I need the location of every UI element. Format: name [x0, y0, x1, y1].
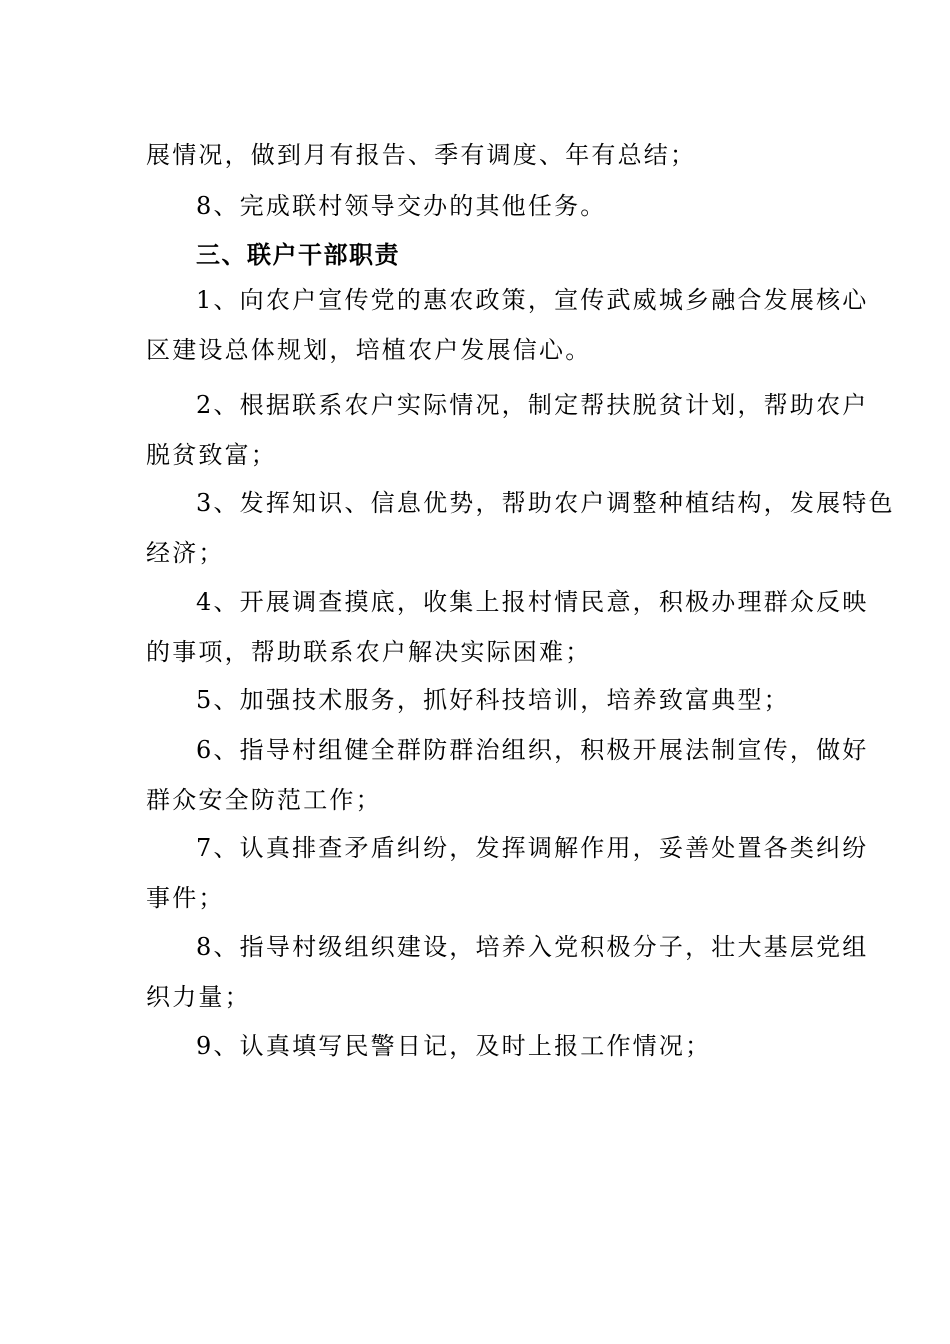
section-heading: 三、联户干部职责: [196, 241, 400, 269]
paragraph-line: 事件；: [146, 884, 225, 912]
paragraph-line: 区建设总体规划，培植农户发展信心。: [146, 336, 592, 364]
paragraph-line: 经济；: [146, 539, 225, 567]
duty-item-2: [146, 380, 869, 480]
paragraph-line: 4、开展调查摸底，收集上报村情民意，积极办理群众反映: [196, 588, 869, 616]
paragraph-line: 展情况，做到月有报告、季有调度、年有总结；: [146, 141, 697, 169]
duty-item-4: [146, 577, 869, 677]
duty-item-1: [146, 275, 869, 375]
paragraph-line: 2、根据联系农户实际情况，制定帮扶脱贫计划，帮助农户: [196, 391, 869, 419]
paragraph-line: 5、加强技术服务，抓好科技培训，培养致富典型；: [196, 686, 790, 714]
duty-item-7: [146, 823, 869, 923]
paragraph-line: 的事项，帮助联系农户解决实际困难；: [146, 638, 592, 666]
duty-item-6: [146, 725, 869, 825]
duty-item-5: [146, 675, 836, 725]
paragraph-line: 脱贫致富；: [146, 441, 277, 469]
paragraph-line: 7、认真排查矛盾纠纷，发挥调解作用，妥善处置各类纠纷: [196, 834, 869, 862]
duty-item-9: [146, 1021, 836, 1071]
paragraph-line: 1、向农户宣传党的惠农政策，宣传武威城乡融合发展核心: [196, 286, 869, 314]
prev-item-8: [146, 181, 836, 231]
paragraph-line: 8、完成联村领导交办的其他任务。: [196, 192, 607, 220]
paragraph-line: 织力量；: [146, 983, 251, 1011]
paragraph-line: 3、发挥知识、信息优势，帮助农户调整种植结构，发展特色: [196, 489, 895, 517]
paragraph-line: 6、指导村组健全群防群治组织，积极开展法制宣传，做好: [196, 736, 869, 764]
paragraph-line: 8、指导村级组织建设，培养入党积极分子，壮大基层党组: [196, 933, 869, 961]
paragraph-line: 9、认真填写民警日记，及时上报工作情况；: [196, 1032, 712, 1060]
continuation-paragraph: [146, 130, 836, 180]
duty-item-3: [146, 478, 895, 578]
paragraph-line: 群众安全防范工作；: [146, 786, 382, 814]
duty-item-8: [146, 922, 869, 1022]
